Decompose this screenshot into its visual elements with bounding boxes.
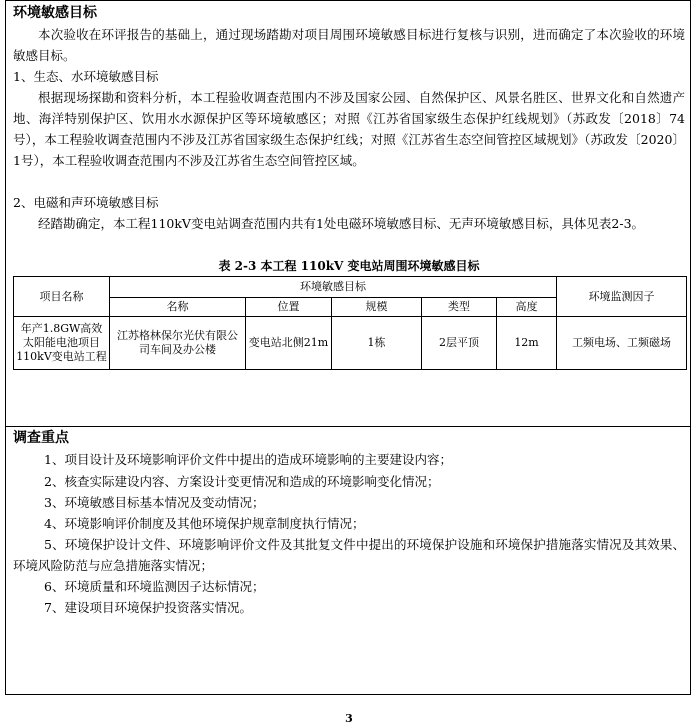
- focus-item-4: 4、环境影响评价制度及其他环境保护规章制度执行情况；: [44, 516, 365, 531]
- cell-position: 变电站北侧21m: [246, 317, 332, 370]
- focus-item-6: 6、环境质量和环境监测因子达标情况；: [44, 579, 265, 594]
- cell-scale: 1栋: [332, 317, 422, 370]
- focus-item-1: 1、项目设计及环境影响评价文件中提出的造成环境影响的主要建设内容；: [44, 452, 452, 467]
- focus-item-5: 5、环境保护设计文件、环境影响评价文件及其批复文件中提出的环境保护设施和环境保护措施落实情况及其效果、环境风险防范与应急措施落实情况；: [13, 537, 685, 573]
- header-position: 位置: [246, 298, 332, 317]
- header-monitoring-factor: 环境监测因子: [557, 277, 687, 317]
- header-scale: 规模: [332, 298, 422, 317]
- header-height: 高度: [497, 298, 557, 317]
- cell-name: 江苏格林保尔光伏有限公司车间及办公楼: [110, 317, 246, 370]
- header-type: 类型: [422, 298, 497, 317]
- section-divider: [5, 426, 691, 427]
- cell-height: 12m: [497, 317, 557, 370]
- section-title-sensitive-targets: 环境敏感目标: [13, 5, 97, 21]
- ecology-water-paragraph: 根据现场探勘和资料分析，本工程验收调查范围内不涉及国家公园、自然保护区、风景名胜区、世界文化和自然遗产地、海洋特别保护区、饮用水水源保护区等环境敏感区；对照《江苏省国家级生态保护红线规划》（苏政发〔2018〕74号），本工程验收调查范围内不涉及江苏省国家级生态保护红线；对照《江苏省生态空间管控区域规划》（苏政发〔2020〕1号），本工程验收调查范围内不涉及江苏省生态空间管控区域。: [13, 90, 685, 168]
- subsection-title-em-noise: 2、电磁和声环境敏感目标: [13, 195, 159, 210]
- intro-paragraph: 本次验收在环评报告的基础上，通过现场踏勘对项目周围环境敏感目标进行复核与识别，进而确定了本次验收的环境敏感目标。: [13, 27, 685, 63]
- focus-item-7: 7、建设项目环境保护投资落实情况。: [44, 600, 252, 615]
- cell-project-name: 年产1.8GW高效太阳能电池项目110kV变电站工程: [14, 317, 110, 370]
- cell-type: 2层平顶: [422, 317, 497, 370]
- em-noise-paragraph: 经踏勘确定，本工程110kV变电站调查范围内共有1处电磁环境敏感目标、无声环境敏感目标，具体见表2-3。: [38, 216, 645, 231]
- focus-item-3: 3、环境敏感目标基本情况及变动情况；: [44, 495, 265, 510]
- section-title-survey-focus: 调查重点: [13, 430, 69, 446]
- focus-item-2: 2、核查实际建设内容、方案设计变更情况和造成的环境影响变化情况；: [44, 474, 440, 489]
- cell-monitoring-factor: 工频电场、工频磁场: [557, 317, 687, 370]
- table-caption: 表 2-3 本工程 110kV 变电站周围环境敏感目标: [218, 259, 480, 273]
- header-project-name: 项目名称: [14, 277, 110, 317]
- header-name: 名称: [110, 298, 246, 317]
- page-number: 3: [345, 712, 353, 725]
- subsection-title-ecology-water: 1、生态、水环境敏感目标: [13, 69, 159, 84]
- header-sensitive-target: 环境敏感目标: [110, 277, 557, 298]
- sensitive-target-table: [13, 276, 687, 370]
